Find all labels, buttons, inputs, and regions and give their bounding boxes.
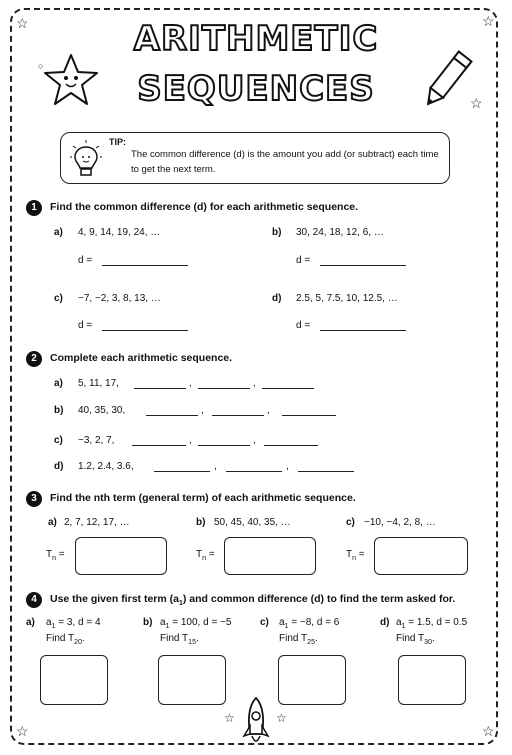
small-star-icon: ☆ — [470, 95, 483, 111]
answer-line[interactable] — [298, 471, 354, 472]
tip-box — [60, 132, 450, 184]
find-term: Find $T_{30}$. — [396, 633, 435, 646]
comma: , — [267, 405, 270, 416]
sequence-text: 5, 11, 17, — [78, 378, 119, 389]
given-values: $a_1 = 3$, d = 4 — [46, 617, 101, 630]
comma: , — [189, 435, 192, 446]
tn-label: $T_n$ = — [46, 549, 65, 562]
answer-line[interactable] — [102, 265, 188, 266]
answer-box[interactable] — [224, 537, 316, 575]
answer-line[interactable] — [146, 415, 198, 416]
tn-label: $T_n$ = — [196, 549, 215, 562]
item-label: b) — [272, 227, 282, 238]
question-number-3: 3 — [26, 491, 42, 507]
given-values: $a_1 = 1.5$, d = 0.5 — [396, 617, 468, 630]
answer-prefix: d = — [78, 320, 93, 331]
given-values: $a_1 = 100$, d = −5 — [160, 617, 232, 630]
sequence-text: −3, 2, 7, — [78, 435, 115, 446]
answer-line[interactable] — [320, 265, 406, 266]
answer-line[interactable] — [132, 445, 186, 446]
item-label: a) — [48, 517, 57, 528]
answer-prefix: d = — [296, 320, 311, 331]
comma: , — [286, 461, 289, 472]
question-4-text: Use the given first term $(a_1)$ and common difference (d) to find the term asked for. — [50, 593, 456, 608]
answer-line[interactable] — [262, 388, 314, 389]
sequence-text: 2.5, 5, 7.5, 10, 12.5, … — [296, 293, 398, 304]
item-label: c) — [54, 435, 63, 446]
item-label: b) — [196, 517, 206, 528]
small-star-icon: ☆ — [482, 723, 495, 739]
title-line-1: ARITHMETIC — [133, 19, 379, 59]
small-star-icon: ☆ — [482, 13, 495, 29]
given-values: $a_1 = -8$, d = 6 — [279, 617, 340, 630]
answer-box[interactable] — [75, 537, 167, 575]
answer-prefix: d = — [296, 255, 311, 266]
small-star-icon: ☆ — [16, 15, 29, 31]
question-number-4: 4 — [26, 592, 42, 608]
answer-line[interactable] — [134, 388, 186, 389]
comma: , — [253, 435, 256, 446]
comma: , — [189, 378, 192, 389]
dot-icon: ○ — [38, 61, 44, 71]
question-number-1: 1 — [26, 200, 42, 216]
question-number-2: 2 — [26, 351, 42, 367]
find-term: Find $T_{20}$. — [46, 633, 85, 646]
sequence-text: 2, 7, 12, 17, … — [64, 517, 130, 528]
tip-text: The common difference (d) is the amount you add (or subtract) each time to get the next term. — [131, 149, 439, 175]
question-3-text: Find the nth term (general term) of each arithmetic sequence. — [50, 492, 356, 504]
answer-line[interactable] — [102, 330, 188, 331]
answer-line[interactable] — [320, 330, 406, 331]
tn-label: $T_n$ = — [346, 549, 365, 562]
answer-box[interactable] — [278, 655, 346, 705]
answer-line[interactable] — [226, 471, 282, 472]
answer-box[interactable] — [158, 655, 226, 705]
sequence-text: 50, 45, 40, 35, … — [214, 517, 291, 528]
answer-line[interactable] — [264, 445, 318, 446]
question-1-text: Find the common difference (d) for each arithmetic sequence. — [50, 201, 359, 213]
answer-line[interactable] — [198, 388, 250, 389]
small-star-icon: ☆ — [224, 711, 235, 725]
find-term: Find $T_{15}$. — [160, 633, 199, 646]
find-term: Find $T_{25}$. — [279, 633, 318, 646]
sequence-text: 30, 24, 18, 12, 6, … — [296, 227, 384, 238]
item-label: c) — [260, 617, 269, 628]
answer-line[interactable] — [154, 471, 210, 472]
answer-box[interactable] — [40, 655, 108, 705]
small-star-icon: ☆ — [16, 723, 29, 739]
sequence-text: −10, −4, 2, 8, … — [364, 517, 436, 528]
title-line-2: SEQUENCES — [137, 69, 375, 109]
item-label: d) — [272, 293, 282, 304]
comma: , — [214, 461, 217, 472]
item-label: a) — [26, 617, 35, 628]
item-label: a) — [54, 227, 63, 238]
answer-box[interactable] — [374, 537, 468, 575]
item-label: b) — [54, 405, 64, 416]
sequence-text: −7, −2, 3, 8, 13, … — [78, 293, 161, 304]
item-label: b) — [143, 617, 153, 628]
answer-line[interactable] — [198, 445, 250, 446]
tip-label: TIP: — [109, 137, 126, 147]
item-label: c) — [346, 517, 355, 528]
answer-box[interactable] — [398, 655, 466, 705]
answer-prefix: d = — [78, 255, 93, 266]
item-label: d) — [54, 461, 64, 472]
item-label: a) — [54, 378, 63, 389]
sequence-text: 1.2, 2.4, 3.6, — [78, 461, 134, 472]
item-label: c) — [54, 293, 63, 304]
sequence-text: 40, 35, 30, — [78, 405, 126, 416]
lightbulb-icon — [69, 139, 103, 179]
answer-line[interactable] — [212, 415, 264, 416]
comma: , — [253, 378, 256, 389]
rocket-icon — [240, 696, 272, 750]
comma: , — [201, 405, 204, 416]
small-star-icon: ☆ — [276, 711, 287, 725]
answer-line[interactable] — [282, 415, 336, 416]
item-label: d) — [380, 617, 390, 628]
question-2-text: Complete each arithmetic sequence. — [50, 352, 233, 364]
sequence-text: 4, 9, 14, 19, 24, … — [78, 227, 161, 238]
